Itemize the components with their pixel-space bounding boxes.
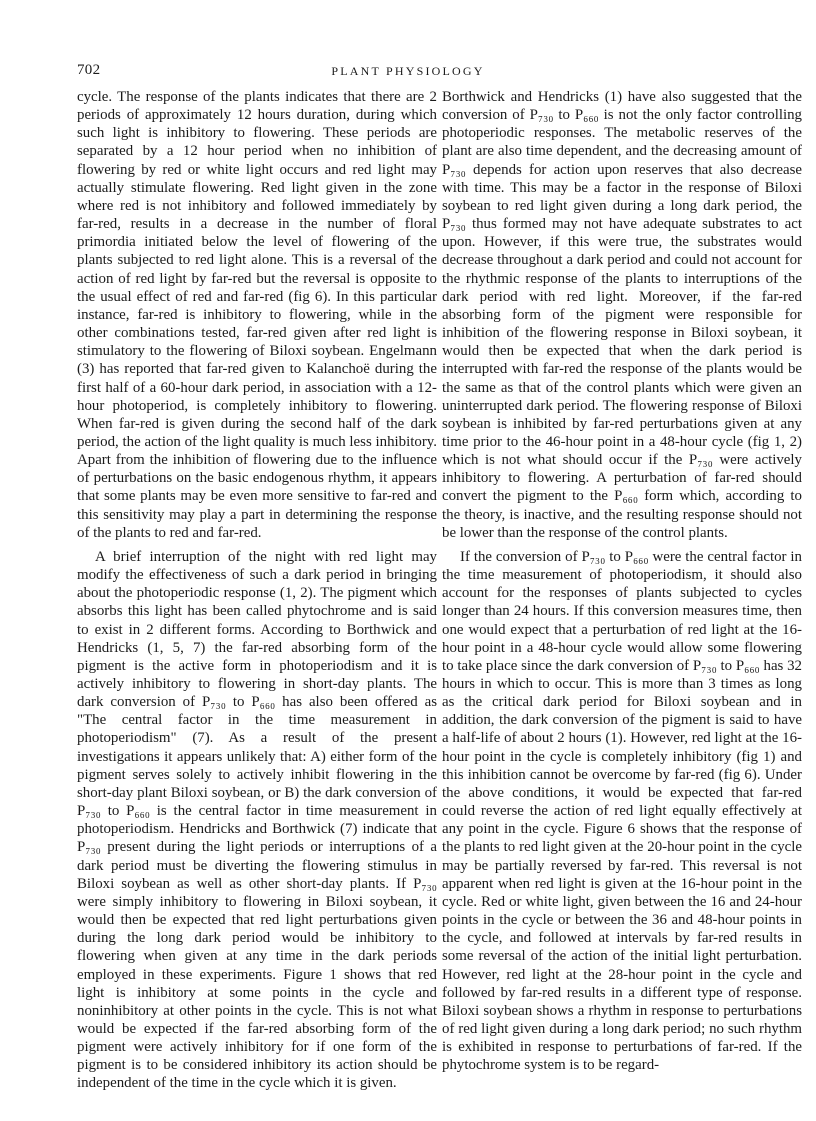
left-paragraph-2: A brief interruption of the night with red light may modify the effectiveness of such a dark period in bringing about the photoperiodic response (1, 2). The pigment which absorbs this light has been called phytochrome and is said to exist in 2 different forms. According to Borthwick and Hendricks (1, 5, 7) the far-red absorbing form of the pigment is the active form in photoperiodism and it is actively inhibitory to flowering in short-day plants. The dark conversion of P₇₃₀ to P₆₆₀ has also been offered as "The central factor in the time measurement in photoperiodism" (7). As a result of the present investigations it appears unlikely that: A) either form of the pigment serves solely to actively inhibit flowering in the short-day plant Biloxi soybean, or B) the dark conversion of P₇₃₀ to P₆₆₀ is the central factor in time measurement in photoperiodism. Hendricks and Borthwick (7) indicate that P₇₃₀ present during the light periods or interruptions of a dark period must be diverting the flowering stimulus in Biloxi soybean as well as other short-day plants. If P₇₃₀ were simply inhibitory to flowering in Biloxi soybean, it would then be expected that red light perturbations given during the long dark period would be inhibitory to flowering when given at any time in the dark periods employed in these experiments. Figure 1 shows that red light is inhibitory at some points in the cycle and noninhibitory at other points in the cycle. This is not what would be expected if the far-red absorbing form of the pigment were actively inhibitory for if one form of the pigment is to be considered inhibitory its action should be independent of the time in the cycle which it is given.: [77, 548, 437, 1092]
right-column: [442, 88, 802, 1074]
right-paragraph-1: Borthwick and Hendricks (1) have also suggested that the conversion of P₇₃₀ to P₆₆₀ is not the only factor controlling photoperiodic responses. The metabolic reserves of the plant are also time dependent, and the decreasing amount of P₇₃₀ depends for action upon reserves that also decrease with time. This may be a factor in the response of Biloxi soybean to red light given during a long dark period, the P₇₃₀ thus formed may not have adequate substrates to act upon. However, if this were true, the substrates would decrease throughout a dark period and could not account for the rhythmic response of the plants to interruptions of the dark period with red light. Moreover, if the far-red absorbing form of the pigment were responsible for inhibition of the flowering response in Biloxi soybean, it would then be expected that when the dark period is interrupted with far-red the response of the plants would be the same as that of the control plants which were given an uninterrupted dark period. The flowering response of Biloxi soybean is inhibited by far-red perturbations given at any time prior to the 46-hour point in a 48-hour cycle (fig 1, 2) which is not what should occur if the P₇₃₀ were actively inhibitory to flowering. A perturbation of far-red should convert the pigment to the P₆₆₀ form which, according to the theory, is inactive, and the resulting response should not be lower than the response of the control plants.: [442, 89, 802, 541]
right-paragraph-2: If the conversion of P₇₃₀ to P₆₆₀ were the central factor in the time measurement of photoperiodism, it should also account for the responses of plants subjected to cycles longer than 24 hours. If this conversion measures time, then one would expect that a perturbation of red light at the 16-hour point in a 48-hour cycle would allow some flowering to take place since the dark conversion of P₇₃₀ to P₆₆₀ has 32 hours in which to occur. This is more than 3 times as long as the critical dark period for Biloxi soybean and in addition, the dark conversion of the pigment is said to have a half-life of about 2 hours (1). However, red light at the 16-hour point in the cycle is completely inhibitory (fig 1) and this inhibition cannot be overcome by far-red (fig 6). Under the above conditions, it would be expected that far-red could reverse the action of red light equally effectively at any point in the cycle. Figure 6 shows that the response of the plants to red light given at the 20-hour point in the cycle may be partially reversed by far-red. This reversal is not apparent when red light is given at the 16-hour point in the cycle. Red or white light, given between the 16 and 24-hour points in the cycle or between the 36 and 48-hour points in the cycle, and followed at intervals by far-red results in some reversal of the action of the initial light perturbation. However, red light at the 28-hour point in the cycle and followed by far-red results in a different type of response. Biloxi soybean shows a rhythm in response to perturbations of red light given during a long dark period; no such rhythm is exhibited in response to perturbations of far-red. If the phytochrome system is to be regard-: [442, 548, 802, 1074]
page-number: 702: [77, 62, 101, 78]
running-head: PLANT PHYSIOLOGY: [331, 64, 485, 78]
left-column: [77, 88, 437, 1093]
left-paragraph-1: cycle. The response of the plants indicates that there are 2 periods of approximately 12 hours duration, during which such light is inhibitory to flowering. These periods are separated by a 12 hour period when no inhibition of flowering by red or white light occurs and red light may actually stimulate flowering. Red light given in the zone where red is not inhibitory and followed immediately by far-red, results in a decrease in the number of floral primordia initiated below the level of flowering of the plants subjected to red light alone. This is a reversal of the action of red light by far-red but the reversal is opposite to the usual effect of red and far-red (fig 6). In this particular instance, far-red is inhibitory to flowering, while in the other combinations tested, far-red given after red light is stimulatory to the flowering of Biloxi soybean. Engelmann (3) has reported that far-red given to Kalanchoë during the first half of a 60-hour dark period, in association with a 12-hour photoperiod, is completely inhibitory to flowering. When far-red is given during the second half of the dark period, the action of the light quality is much less inhibitory. Apart from the inhibition of flowering due to the influence of perturbations on the basic endogenous rhythm, it appears that some plants may be even more sensitive to far-red and this sensitivity may play a part in determining the response of the plants to red and far-red.: [77, 89, 437, 541]
